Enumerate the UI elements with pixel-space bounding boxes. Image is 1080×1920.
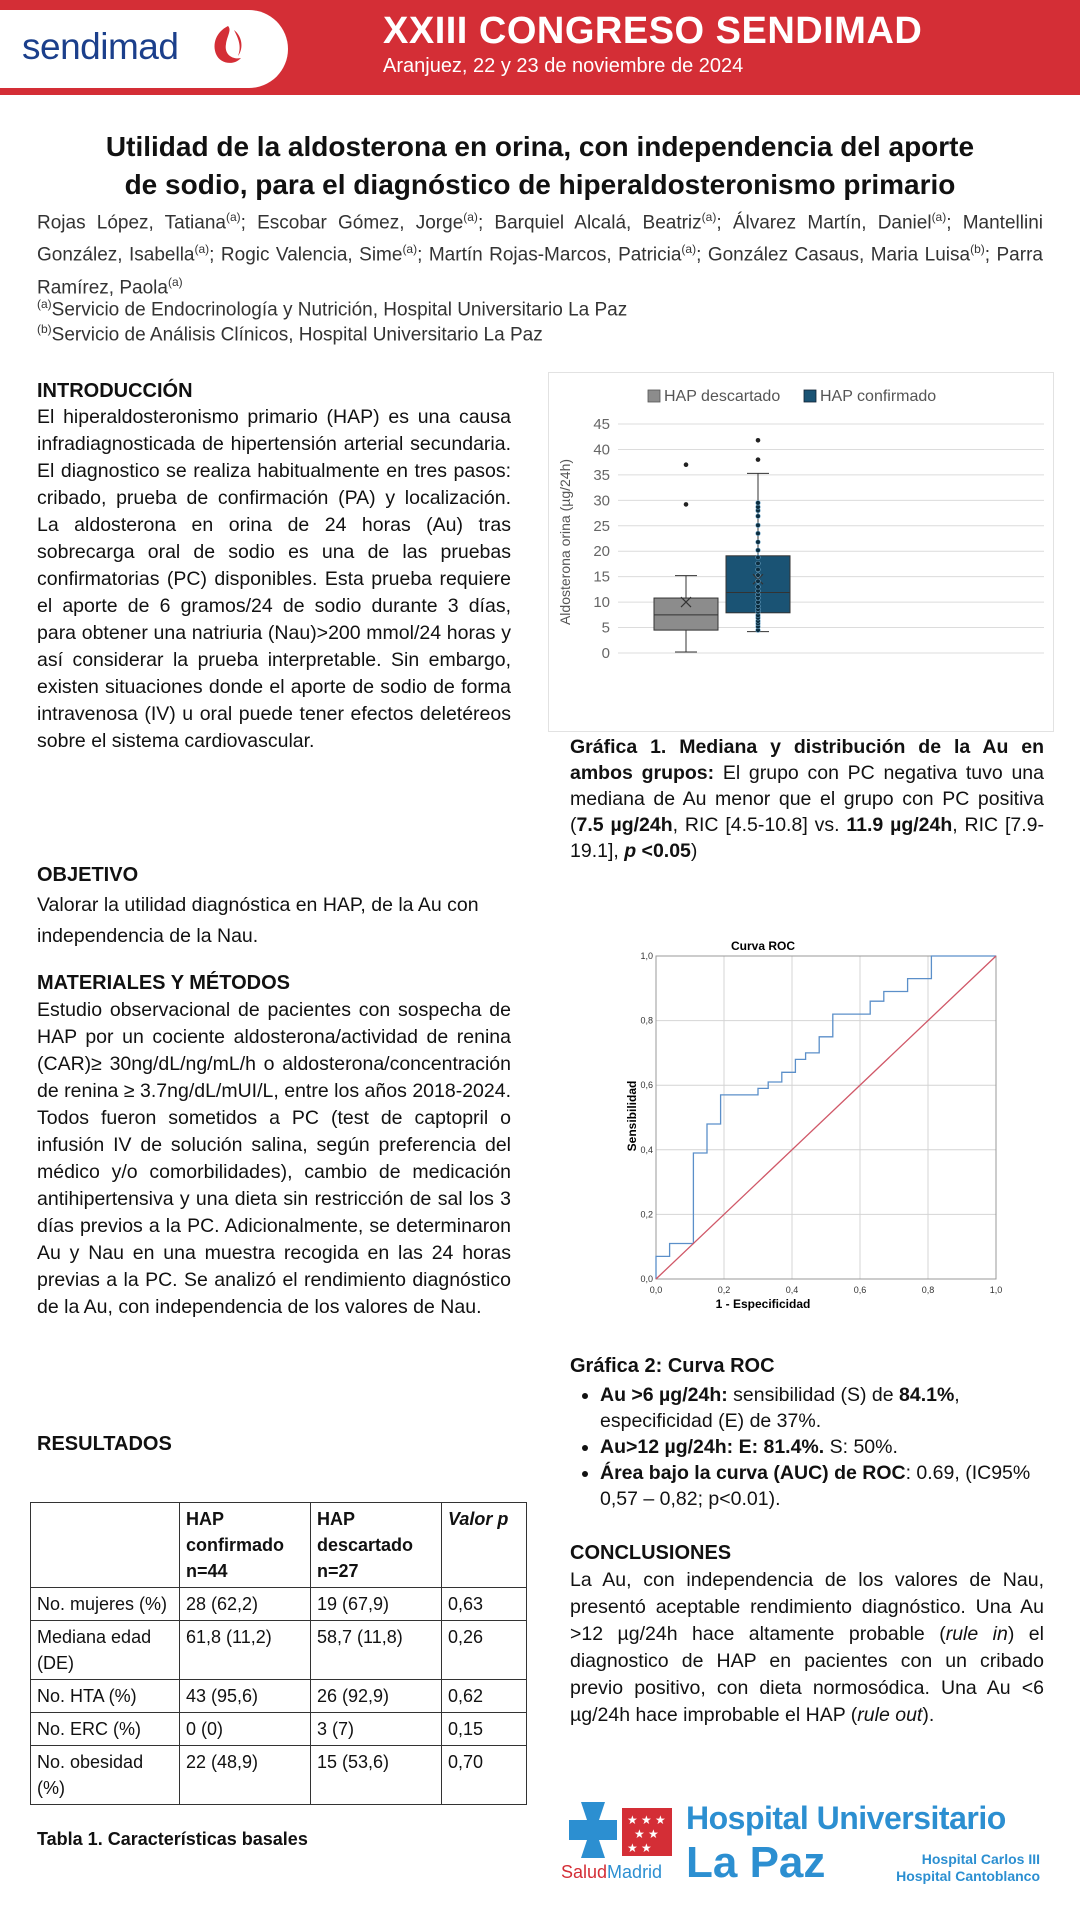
boxplot-y-tick-label: 45 xyxy=(593,416,610,433)
boxplot-y-tick-label: 5 xyxy=(601,619,610,637)
affiliation-b: $^{(b)}$Servicio de Análisis Clínicos, Hospital Universitario La Paz xyxy=(37,322,543,346)
roc-x-tick-label: 0,4 xyxy=(785,1285,799,1295)
boxplot-legend xyxy=(648,388,936,405)
table-cell: 43 (95,6) xyxy=(180,1680,311,1713)
table-cell: 28 (62,2) xyxy=(180,1588,311,1621)
table-row xyxy=(31,1680,527,1713)
result-bullet-2: • Au>12 µg/24h: E: 81.4%. S: 50%. xyxy=(600,1434,1044,1460)
boxplot-data-point xyxy=(756,585,761,590)
boxplot-data-point xyxy=(756,561,761,566)
author-affiliation-tag: (a) xyxy=(167,274,183,289)
baseline-table xyxy=(30,1502,527,1805)
roc-chart xyxy=(600,936,1003,1316)
affiliation-a: $^{(a)}$Servicio de Endocrinología y Nutrición, Hospital Universitario La Paz xyxy=(37,297,628,321)
roc-x-tick-label: 0,2 xyxy=(717,1285,731,1295)
congress-subtitle: Aranjuez, 22 y 23 de noviembre de 2024 xyxy=(383,55,744,77)
grafica1-caption: Gráfica 1. Mediana y distribución de la Au en ambos grupos: El grupo con PC negativa tuvo una mediana de Au menor que el grupo con PC positiva (7.5 µg/24h, RIC [4.5-10.8] vs. 11.9 µg/24h, RIC [7.9-19.1], p <0.05) xyxy=(570,736,1045,862)
table-row xyxy=(31,1588,527,1621)
paper-title xyxy=(20,128,1060,204)
boxplot-data-point xyxy=(756,501,761,506)
author-affiliation-tag: (a) xyxy=(194,242,210,257)
table-cell: 0,26 xyxy=(442,1621,527,1680)
boxplot-y-axis-label: Aldosterona orina (µg/24h) xyxy=(557,458,573,626)
congress-title: XXIII CONGRESO SENDIMAD xyxy=(383,10,923,52)
table-cell: Mediana edad (DE) xyxy=(31,1621,180,1680)
roc-x-tick-label: 0,0 xyxy=(649,1285,663,1295)
table-cell: 0,62 xyxy=(442,1680,527,1713)
roc-y-axis-label: Sensibilidad xyxy=(625,1080,639,1152)
table-header-cell xyxy=(31,1503,180,1588)
roc-y-tick-label: 0,6 xyxy=(640,1080,653,1091)
boxplot-data-point xyxy=(756,573,761,578)
conclusiones-text: La Au, con independencia de los valores de Nau, presentó aceptable rendimiento diagnóstico. Una Au >12 µg/24h hace altamente probable (rule in) el diagnostico de HAP en pacientes con un cribado previo positivo, con dieta normosódica. Una Au <6 µg/24h hace improbable el HAP (rule out). xyxy=(570,1569,1044,1726)
author-affiliation-tag: (a) xyxy=(931,210,947,224)
table-cell: No. ERC (%) xyxy=(31,1713,180,1746)
author-name: Mantellini González, Isabella xyxy=(37,212,1043,266)
boxplot-data-point xyxy=(756,523,761,528)
author-list: Rojas López, Tatiana$^{(a)}$; Escobar Gómez, Jorge$^{(a)}$; Barquiel Alcalá, Beatriz$^{(a)}$; Álvarez Martín, Daniel$^{(a)}$; Mantellini González, Isabella$^{(a)}$; Rogic Valencia, Sime$^{(a)}$; Martín Rojas-Marcos, Patricia$^{(a)}$; González Casaus, Maria Luisa$^{(b)}$; Parra Ramírez, Paola$^{(a)}$ xyxy=(37,210,1043,298)
table-cell: 61,8 (11,2) xyxy=(180,1621,311,1680)
madrid-stars-icon xyxy=(622,1808,672,1856)
table-cell: 26 (92,9) xyxy=(311,1680,442,1713)
hospital-name-line2: La Paz xyxy=(686,1838,826,1887)
roc-x-tick-label: 0,6 xyxy=(853,1285,867,1295)
roc-x-tick-label: 0,8 xyxy=(921,1285,935,1295)
boxplot-outlier xyxy=(756,457,761,462)
author-name: Barquiel Alcalá, Beatriz xyxy=(494,212,702,234)
author-affiliation-tag: (a) xyxy=(225,210,241,224)
roc-y-tick-label: 0,8 xyxy=(640,1015,653,1026)
table-cell: 58,7 (11,8) xyxy=(311,1621,442,1680)
hospital-subsites xyxy=(870,1851,1040,1885)
table-cell: 19 (67,9) xyxy=(311,1588,442,1621)
boxplot-data-point xyxy=(756,555,761,560)
svg-text:★: ★ xyxy=(627,1813,638,1827)
title-line-2: de sodio, para el diagnóstico de hiperaldosteronismo primario xyxy=(124,169,956,200)
table-cell: 0 (0) xyxy=(180,1713,311,1746)
table-header-row xyxy=(31,1503,527,1588)
result-bullet-1: • Au >6 µg/24h: sensibilidad (S) de 84.1%, especificidad (E) de 37%. xyxy=(600,1382,1044,1434)
legend-swatch-confirmado xyxy=(804,390,816,402)
roc-title: Curva ROC xyxy=(730,939,796,953)
objetivo-heading: OBJETIVO xyxy=(37,864,139,886)
roc-x-tick-label: 1,0 xyxy=(989,1285,1003,1295)
table-cell: 0,70 xyxy=(442,1746,527,1805)
metodos-heading: MATERIALES Y MÉTODOS xyxy=(37,972,290,994)
svg-text:★: ★ xyxy=(634,1827,645,1841)
roc-y-tick-label: 0,2 xyxy=(640,1209,653,1220)
boxplot-chart xyxy=(548,372,1054,732)
hospital-name-line1: Hospital Universitario xyxy=(686,1800,1006,1836)
author-name: Martín Rojas-Marcos, Patricia xyxy=(428,244,682,266)
table-header-cell: HAP confirmado n=44 xyxy=(180,1503,311,1588)
boxplot-y-tick-label: 15 xyxy=(593,568,610,586)
svg-text:★: ★ xyxy=(655,1813,666,1827)
table-cell: No. obesidad (%) xyxy=(31,1746,180,1805)
metodos-text: Estudio observacional de pacientes con sospecha de HAP por un cociente aldosterona/actividad de renina (CAR)≥ 30ng/dL/ng/mL/h o aldosterona/concentración de renina ≥ 3.7ng/dL/mUI/L, entre los años 2018-2024. Todos fueron sometidos a PC (test de captopril o infusión IV de solución salina, según preferencia del médico y/o comorbilidades), cambio de medicación antihipertensiva y una dieta sin restricción de sal los 3 días previos a la PC. Adicionalmente, se determinaron Au y Nau en una muestra recogida en las 24 horas previas a la PC. Se analizó el rendimiento diagnóstico de la Au, con independencia de los valores de Nau. xyxy=(37,999,511,1318)
sendimad-logo-text: sendimad xyxy=(22,26,179,67)
boxplot-outlier xyxy=(684,502,689,507)
table-row xyxy=(31,1713,527,1746)
svg-text:★: ★ xyxy=(627,1841,638,1855)
boxplot-y-tick-label: 40 xyxy=(593,441,610,459)
table-cell: 15 (53,6) xyxy=(311,1746,442,1805)
grafica2-results xyxy=(570,1382,1044,1512)
hospital-sub-1: Hospital Carlos III xyxy=(921,1851,1040,1867)
resultados-heading: RESULTADOS xyxy=(37,1433,172,1455)
boxplot-outlier xyxy=(684,462,689,467)
table-cell: 0,63 xyxy=(442,1588,527,1621)
boxplot-data-point xyxy=(756,567,761,572)
author-affiliation-tag: (a) xyxy=(701,210,717,224)
svg-text:★: ★ xyxy=(648,1827,659,1841)
table-cell: No. HTA (%) xyxy=(31,1680,180,1713)
objetivo-text: Valorar la utilidad diagnóstica en HAP, de la Au con independencia de la Nau. xyxy=(37,894,479,947)
author-affiliation-tag: (a) xyxy=(681,242,697,257)
introduccion-text: El hiperaldosteronismo primario (HAP) es una causa infradiagnosticada de hipertensión arterial secundaria. El diagnostico se realiza habitualmente en tres pasos: cribado, prueba de confirmación (PA) y localización. La aldosterona en orina de 24 horas (Au) tras sobrecarga oral de sodio es una de las pruebas confirmatorias (PC) disponibles. Esta prueba requiere el aporte de 6 gramos/24 de sodio durante 3 días, para obtener una natriuria (Nau)>200 mmol/24 horas y así considerar la prueba interpretable. Sin embargo, existen situaciones donde el aporte de sodio de forma intravenosa (IV) u oral puede tener efectos deletéreos sobre el sistema cardiovascular. xyxy=(37,406,511,752)
roc-y-tick-label: 0,4 xyxy=(640,1144,653,1155)
result-bullet-3: • Área bajo la curva (AUC) de ROC: 0.69, (IC95% 0,57 – 0,82; p<0.01). xyxy=(600,1460,1044,1512)
boxplot-data-point xyxy=(756,531,761,536)
table-header-cell: HAP descartado n=27 xyxy=(311,1503,442,1588)
author-name: González Casaus, Maria Luisa xyxy=(707,244,971,266)
boxplot-data-point xyxy=(756,540,761,545)
author-name: Rojas López, Tatiana xyxy=(37,212,226,234)
author-affiliation-tag: (b) xyxy=(970,242,985,257)
roc-y-tick-label: 0,0 xyxy=(640,1274,653,1284)
legend-swatch-descartado xyxy=(648,390,660,402)
author-affiliation-tag: (a) xyxy=(402,242,418,257)
boxplot-outlier xyxy=(756,438,761,443)
boxplot-y-tick-label: 35 xyxy=(593,466,610,484)
author-name: Rogic Valencia, Sime xyxy=(220,244,403,266)
roc-y-tick-label: 1,0 xyxy=(640,951,653,961)
table-row xyxy=(31,1746,527,1805)
author-affiliation-tag: (a) xyxy=(463,210,478,224)
title-line-1: Utilidad de la aldosterona en orina, con independencia del aporte xyxy=(105,131,975,162)
author-name: Escobar Gómez, Jorge xyxy=(257,212,464,234)
author-name: Álvarez Martín, Daniel xyxy=(732,212,932,234)
grafica2-heading: Gráfica 2: Curva ROC xyxy=(570,1355,775,1377)
table-row xyxy=(31,1621,527,1680)
boxplot-y-tick-label: 0 xyxy=(601,645,610,662)
author-name: Parra Ramírez, Paola xyxy=(37,244,1043,298)
roc-reference-line xyxy=(656,956,996,1279)
svg-text:★: ★ xyxy=(641,1813,652,1827)
boxplot-y-tick-label: 20 xyxy=(593,543,610,561)
table-header-cell: Valor p xyxy=(442,1503,527,1588)
table-cell: 3 (7) xyxy=(311,1713,442,1746)
introduccion-heading: INTRODUCCIÓN xyxy=(37,380,193,402)
hospital-sub-2: Hospital Cantoblanco xyxy=(896,1868,1040,1884)
boxplot-y-tick-label: 25 xyxy=(593,517,610,535)
conclusiones-heading: CONCLUSIONES xyxy=(570,1542,732,1564)
table-cell: No. mujeres (%) xyxy=(31,1588,180,1621)
legend-label-confirmado: HAP confirmado xyxy=(820,388,937,405)
svg-text:★: ★ xyxy=(641,1841,652,1855)
boxplot-data-point xyxy=(756,548,761,553)
table-caption: Tabla 1. Características basales xyxy=(37,1829,308,1849)
sendimad-logo-icon xyxy=(208,22,248,68)
boxplot-y-tick-label: 30 xyxy=(593,492,610,510)
boxplot-data-point xyxy=(756,579,761,584)
boxplot-data-point xyxy=(756,514,761,519)
roc-x-axis-label: 1 - Especificidad xyxy=(715,1297,811,1311)
table-cell: 22 (48,9) xyxy=(180,1746,311,1805)
legend-label-descartado: HAP descartado xyxy=(664,388,781,405)
salud-madrid-cross-icon xyxy=(563,1800,623,1860)
table-cell: 0,15 xyxy=(442,1713,527,1746)
salud-madrid-wordmark: SaludMadrid xyxy=(561,1862,663,1882)
boxplot-y-tick-label: 10 xyxy=(593,594,610,612)
